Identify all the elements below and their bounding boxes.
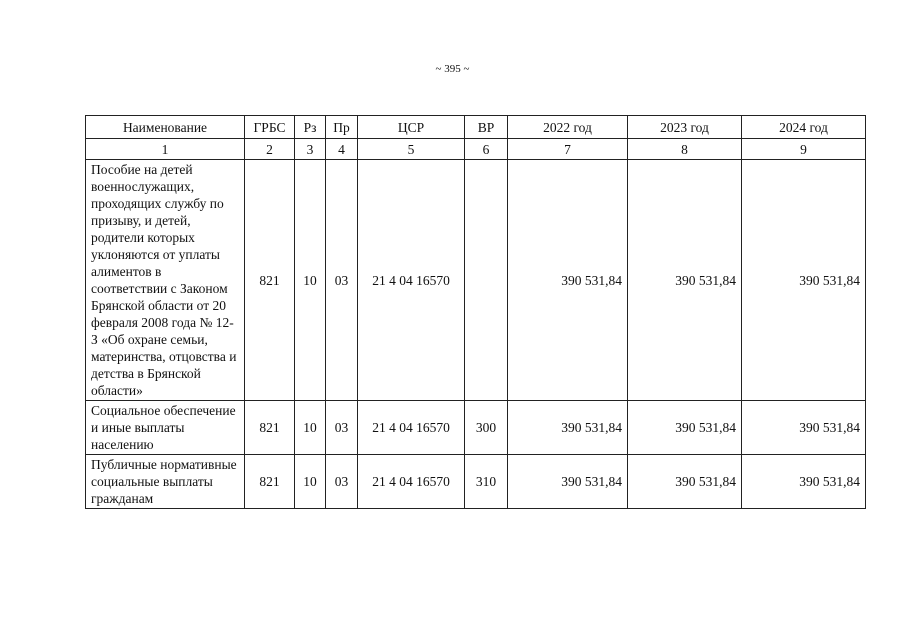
header-csr: ЦСР [358, 116, 465, 139]
header-grbs: ГРБС [245, 116, 295, 139]
row-amount-2024: 390 531,84 [742, 455, 866, 509]
row-csr: 21 4 04 16570 [358, 401, 465, 455]
header-2024: 2024 год [742, 116, 866, 139]
row-name: Пособие на детей военнослужащих, проходящих службу по призыву, и детей, родители которых уклоняются от уплаты алиментов в соответствии с Законом Брянской области от 20 февраля 2008 года № 12-З «Об охране семьи, материнства, отцовства и детства в Брянской области» [86, 160, 245, 401]
column-number: 6 [465, 139, 508, 160]
page-number: ~ 395 ~ [435, 63, 470, 75]
column-number: 1 [86, 139, 245, 160]
row-vr [465, 160, 508, 401]
row-amount-2024: 390 531,84 [742, 401, 866, 455]
row-amount-2023: 390 531,84 [628, 160, 742, 401]
column-number: 2 [245, 139, 295, 160]
row-name: Публичные нормативные социальные выплаты гражданам [86, 455, 245, 509]
row-name: Социальное обеспечение и иные выплаты населению [86, 401, 245, 455]
header-2022: 2022 год [508, 116, 628, 139]
row-vr: 300 [465, 401, 508, 455]
row-rz: 10 [295, 401, 326, 455]
row-amount-2023: 390 531,84 [628, 455, 742, 509]
column-number: 7 [508, 139, 628, 160]
column-number: 4 [326, 139, 358, 160]
row-rz: 10 [295, 455, 326, 509]
row-pr: 03 [326, 455, 358, 509]
row-amount-2022: 390 531,84 [508, 401, 628, 455]
row-csr: 21 4 04 16570 [358, 455, 465, 509]
header-vr: ВР [465, 116, 508, 139]
column-number-row [86, 139, 866, 160]
header-name: Наименование [86, 116, 245, 139]
table-row [86, 160, 866, 401]
row-csr: 21 4 04 16570 [358, 160, 465, 401]
row-amount-2022: 390 531,84 [508, 455, 628, 509]
row-grbs: 821 [245, 455, 295, 509]
row-rz: 10 [295, 160, 326, 401]
column-number: 5 [358, 139, 465, 160]
header-pr: Пр [326, 116, 358, 139]
row-pr: 03 [326, 160, 358, 401]
row-vr: 310 [465, 455, 508, 509]
header-2023: 2023 год [628, 116, 742, 139]
row-pr: 03 [326, 401, 358, 455]
row-amount-2023: 390 531,84 [628, 401, 742, 455]
column-number: 8 [628, 139, 742, 160]
column-number: 3 [295, 139, 326, 160]
budget-table [85, 115, 866, 509]
row-grbs: 821 [245, 160, 295, 401]
table-row [86, 455, 866, 509]
column-number: 9 [742, 139, 866, 160]
header-rz: Рз [295, 116, 326, 139]
table-row [86, 401, 866, 455]
row-amount-2024: 390 531,84 [742, 160, 866, 401]
row-grbs: 821 [245, 401, 295, 455]
header-row [86, 116, 866, 139]
row-amount-2022: 390 531,84 [508, 160, 628, 401]
